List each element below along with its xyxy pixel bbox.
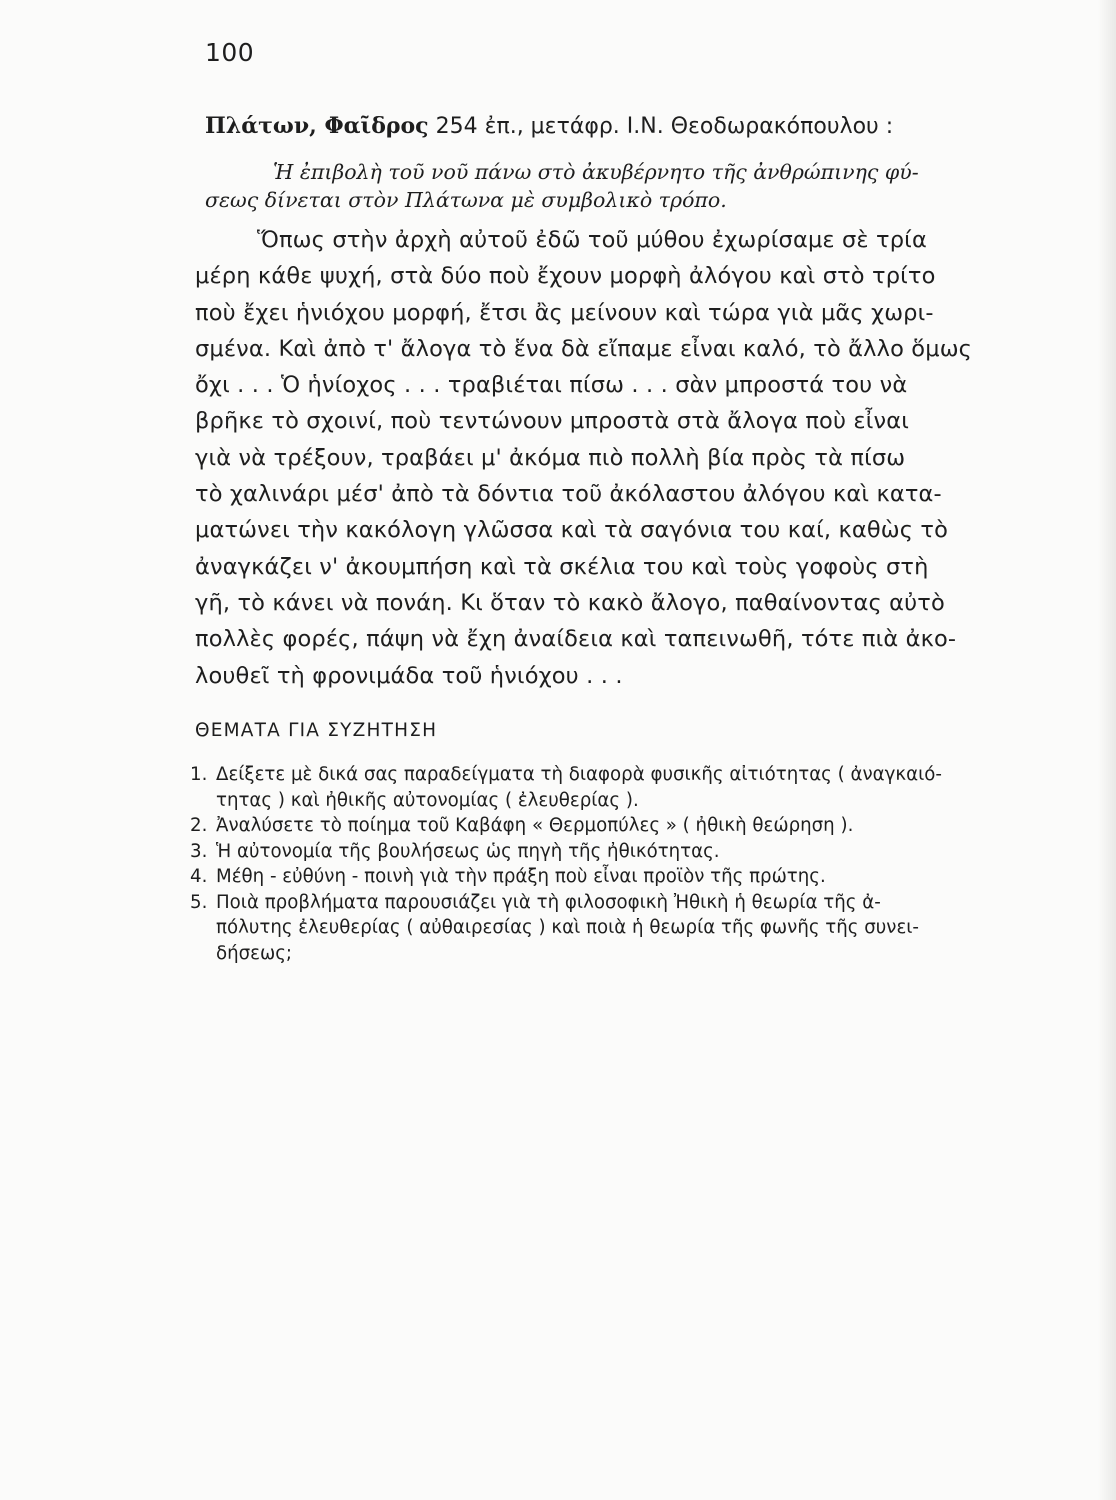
topic-text: Ἀναλύσετε τὸ ποίημα τοῦ Καβάφη « Θερμοπύλες » ( ἠθικὴ θεώρηση ).	[216, 815, 854, 836]
topic-number: 4.	[190, 866, 208, 887]
topic-item	[190, 864, 1050, 890]
topic-text: Ποιὰ προβλήματα παρουσιάζει γιὰ τὴ φιλοσοφικὴ Ἠθικὴ ἡ θεωρία τῆς ἀ-	[216, 891, 881, 913]
topic-item	[190, 762, 1050, 813]
passage-line: γῆ, τὸ κάνει νὰ πονάη. Κι ὅταν τὸ κακὸ ἄλογο, παθαίνοντας αὐτὸ	[195, 589, 945, 616]
topics-list	[190, 762, 1050, 966]
passage-line: λουθεῖ τὴ φρονιμάδα τοῦ ἡνιόχου . . .	[195, 662, 623, 689]
topic-number: 5.	[190, 891, 208, 913]
author-work: Πλάτων, Φαῖδρος	[205, 113, 429, 139]
passage-line: ὄχι . . . Ὁ ἡνίοχος . . . τραβιέται πίσω . . . σὰν μπροστά του νὰ	[195, 372, 908, 399]
source-heading	[205, 113, 893, 139]
topic-text: Ἡ αὐτονομία τῆς βουλήσεως ὡς πηγὴ τῆς ἠθικότητας.	[216, 840, 720, 862]
passage-line: ἀναγκάζει ν' ἀκουμπήση καὶ τὰ σκέλια του καὶ τοὺς γοφοὺς στὴ	[195, 553, 929, 580]
page-edge-shadow	[1098, 0, 1116, 1500]
intro-line: Ἡ ἐπιβολὴ τοῦ νοῦ πάνω στὸ ἀκυβέρνητο τῆς ἀνθρώπινης φύ-	[273, 160, 919, 184]
topic-text: Δείξετε μὲ δικά σας παραδείγματα τὴ διαφορὰ φυσικῆς αἰτιότητας ( ἀναγκαιό-	[216, 764, 942, 785]
topic-number: 2.	[190, 815, 208, 836]
passage-line: μέρη κάθε ψυχή, στὰ δύο ποὺ ἔχουν μορφὴ ἀλόγου καὶ στὸ τρίτο	[195, 263, 936, 290]
topic-text: δήσεως;	[216, 942, 293, 964]
topic-text: τητας ) καὶ ἠθικῆς αὐτονομίας ( ἐλευθερίας ).	[216, 789, 639, 811]
page-number: 100	[205, 38, 255, 67]
passage-line: τὸ χαλινάρι μέσ' ἀπὸ τὰ δόντια τοῦ ἀκόλαστου ἀλόγου καὶ κατα-	[195, 481, 942, 508]
quoted-passage	[195, 222, 1047, 694]
topic-item	[190, 839, 1050, 865]
intro-line: σεως δίνεται στὸν Πλάτωνα μὲ συμβολικὸ τρόπο.	[205, 188, 727, 212]
topic-number: 1.	[190, 764, 208, 785]
passage-line: ματώνει τὴν κακόλογη γλῶσσα καὶ τὰ σαγόνια του καί, καθὼς τὸ	[195, 517, 949, 544]
topic-number: 3.	[190, 840, 208, 862]
passage-line: Ὅπως στὴν ἀρχὴ αὐτοῦ ἐδῶ τοῦ μύθου ἐχωρίσαμε σὲ τρία	[257, 227, 927, 253]
topic-text: Μέθη - εὐθύνη - ποινὴ γιὰ τὴν πράξη ποὺ εἶναι προϊὸν τῆς πρώτης.	[216, 866, 826, 887]
passage-line: βρῆκε τὸ σχοινί, ποὺ τεντώνουν μπροστὰ στὰ ἄλογα ποὺ εἶναι	[195, 408, 909, 435]
intro-note	[205, 158, 1045, 214]
topic-item	[190, 813, 1050, 839]
passage-line: γιὰ νὰ τρέξουν, τραβάει μ' ἀκόμα πιὸ πολλὴ βία πρὸς τὰ πίσω	[195, 444, 906, 471]
passage-line: σμένα. Καὶ ἀπὸ τ' ἄλογα τὸ ἕνα δὰ εἴπαμε εἶναι καλό, τὸ ἄλλο ὅμως	[195, 335, 973, 362]
topics-title: ΘΕΜΑΤΑ ΓΙΑ ΣΥΖΗΤΗΣΗ	[195, 720, 438, 741]
passage-line: ποὺ ἔχει ἡνιόχου μορφή, ἔτσι ἂς μείνουν καὶ τώρα γιὰ μᾶς χωρι-	[195, 299, 934, 326]
passage-line: πολλὲς φορές, πάψη νὰ ἔχη ἀναίδεια καὶ ταπεινωθῆ, τότε πιὰ ἀκο-	[195, 626, 957, 653]
topic-text: πόλυτης ἐλευθερίας ( αὐθαιρεσίας ) καὶ ποιὰ ἡ θεωρία τῆς φωνῆς τῆς συνει-	[216, 917, 919, 938]
source-reference: 254 ἐπ., μετάφρ. Ι.Ν. Θεοδωρακόπουλου :	[435, 114, 894, 139]
topic-item	[190, 890, 1050, 967]
